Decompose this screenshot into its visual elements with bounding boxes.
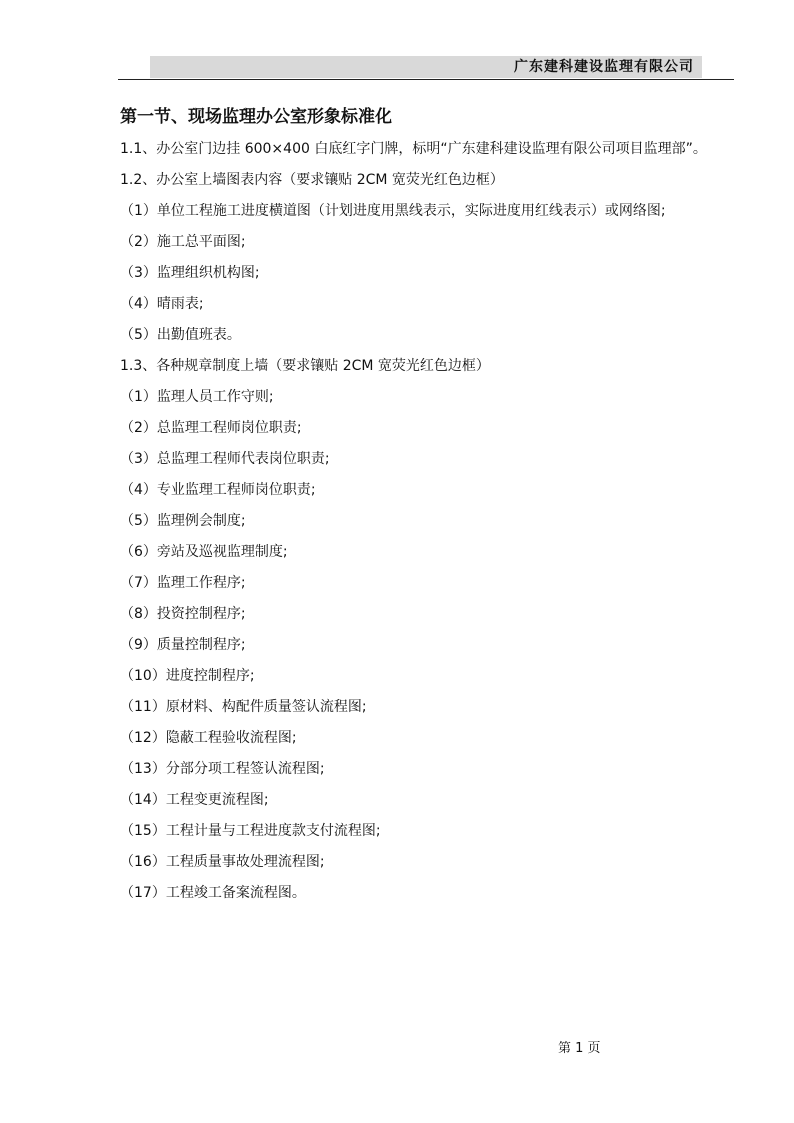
- rules-list: [120, 382, 734, 909]
- list-item: （9）质量控制程序;: [120, 637, 246, 653]
- list-item: （7）监理工作程序;: [120, 575, 246, 591]
- list-item: （1）监理人员工作守则;: [120, 389, 274, 405]
- list-item: （4）晴雨表;: [120, 296, 204, 312]
- wall-chart-list: [120, 196, 734, 351]
- list-item: （5）出勤值班表。: [120, 327, 241, 343]
- paragraph-1-2: 1.2、办公室上墙图表内容（要求镶贴 2CM 宽荧光红色边框）: [120, 172, 504, 188]
- header-company-name: 广东建科建设监理有限公司: [514, 59, 694, 75]
- list-item: （4）专业监理工程师岗位职责;: [120, 482, 316, 498]
- header-rule: [118, 79, 734, 80]
- list-item: （8）投资控制程序;: [120, 606, 246, 622]
- section-title: 第一节、现场监理办公室形象标准化: [120, 107, 392, 127]
- list-item: （6）旁站及巡视监理制度;: [120, 544, 288, 560]
- list-item: （2）施工总平面图;: [120, 234, 246, 250]
- header-bar: [150, 56, 702, 78]
- list-item: （3）总监理工程师代表岗位职责;: [120, 451, 330, 467]
- list-item: （13）分部分项工程签认流程图;: [120, 761, 325, 777]
- list-item: （1）单位工程施工进度横道图（计划进度用黑线表示，实际进度用红线表示）或网络图;: [120, 203, 666, 219]
- list-item: （17）工程竣工备案流程图。: [120, 885, 306, 901]
- document-body: [120, 104, 734, 909]
- list-item: （14）工程变更流程图;: [120, 792, 269, 808]
- list-item: （15）工程计量与工程进度款支付流程图;: [120, 823, 381, 839]
- page-number: 第 1 页: [558, 1041, 601, 1056]
- list-item: （5）监理例会制度;: [120, 513, 246, 529]
- list-item: （10）进度控制程序;: [120, 668, 255, 684]
- list-item: （16）工程质量事故处理流程图;: [120, 854, 325, 870]
- list-item: （2）总监理工程师岗位职责;: [120, 420, 302, 436]
- paragraph-1-1: 1.1、办公室门边挂 600×400 白底红字门牌，标明“广东建科建设监理有限公司项目监理部”。: [120, 141, 707, 157]
- list-item: （12）隐蔽工程验收流程图;: [120, 730, 297, 746]
- list-item: （11）原材料、构配件质量签认流程图;: [120, 699, 367, 715]
- paragraph-1-3: 1.3、各种规章制度上墙（要求镶贴 2CM 宽荧光红色边框）: [120, 358, 490, 374]
- list-item: （3）监理组织机构图;: [120, 265, 260, 281]
